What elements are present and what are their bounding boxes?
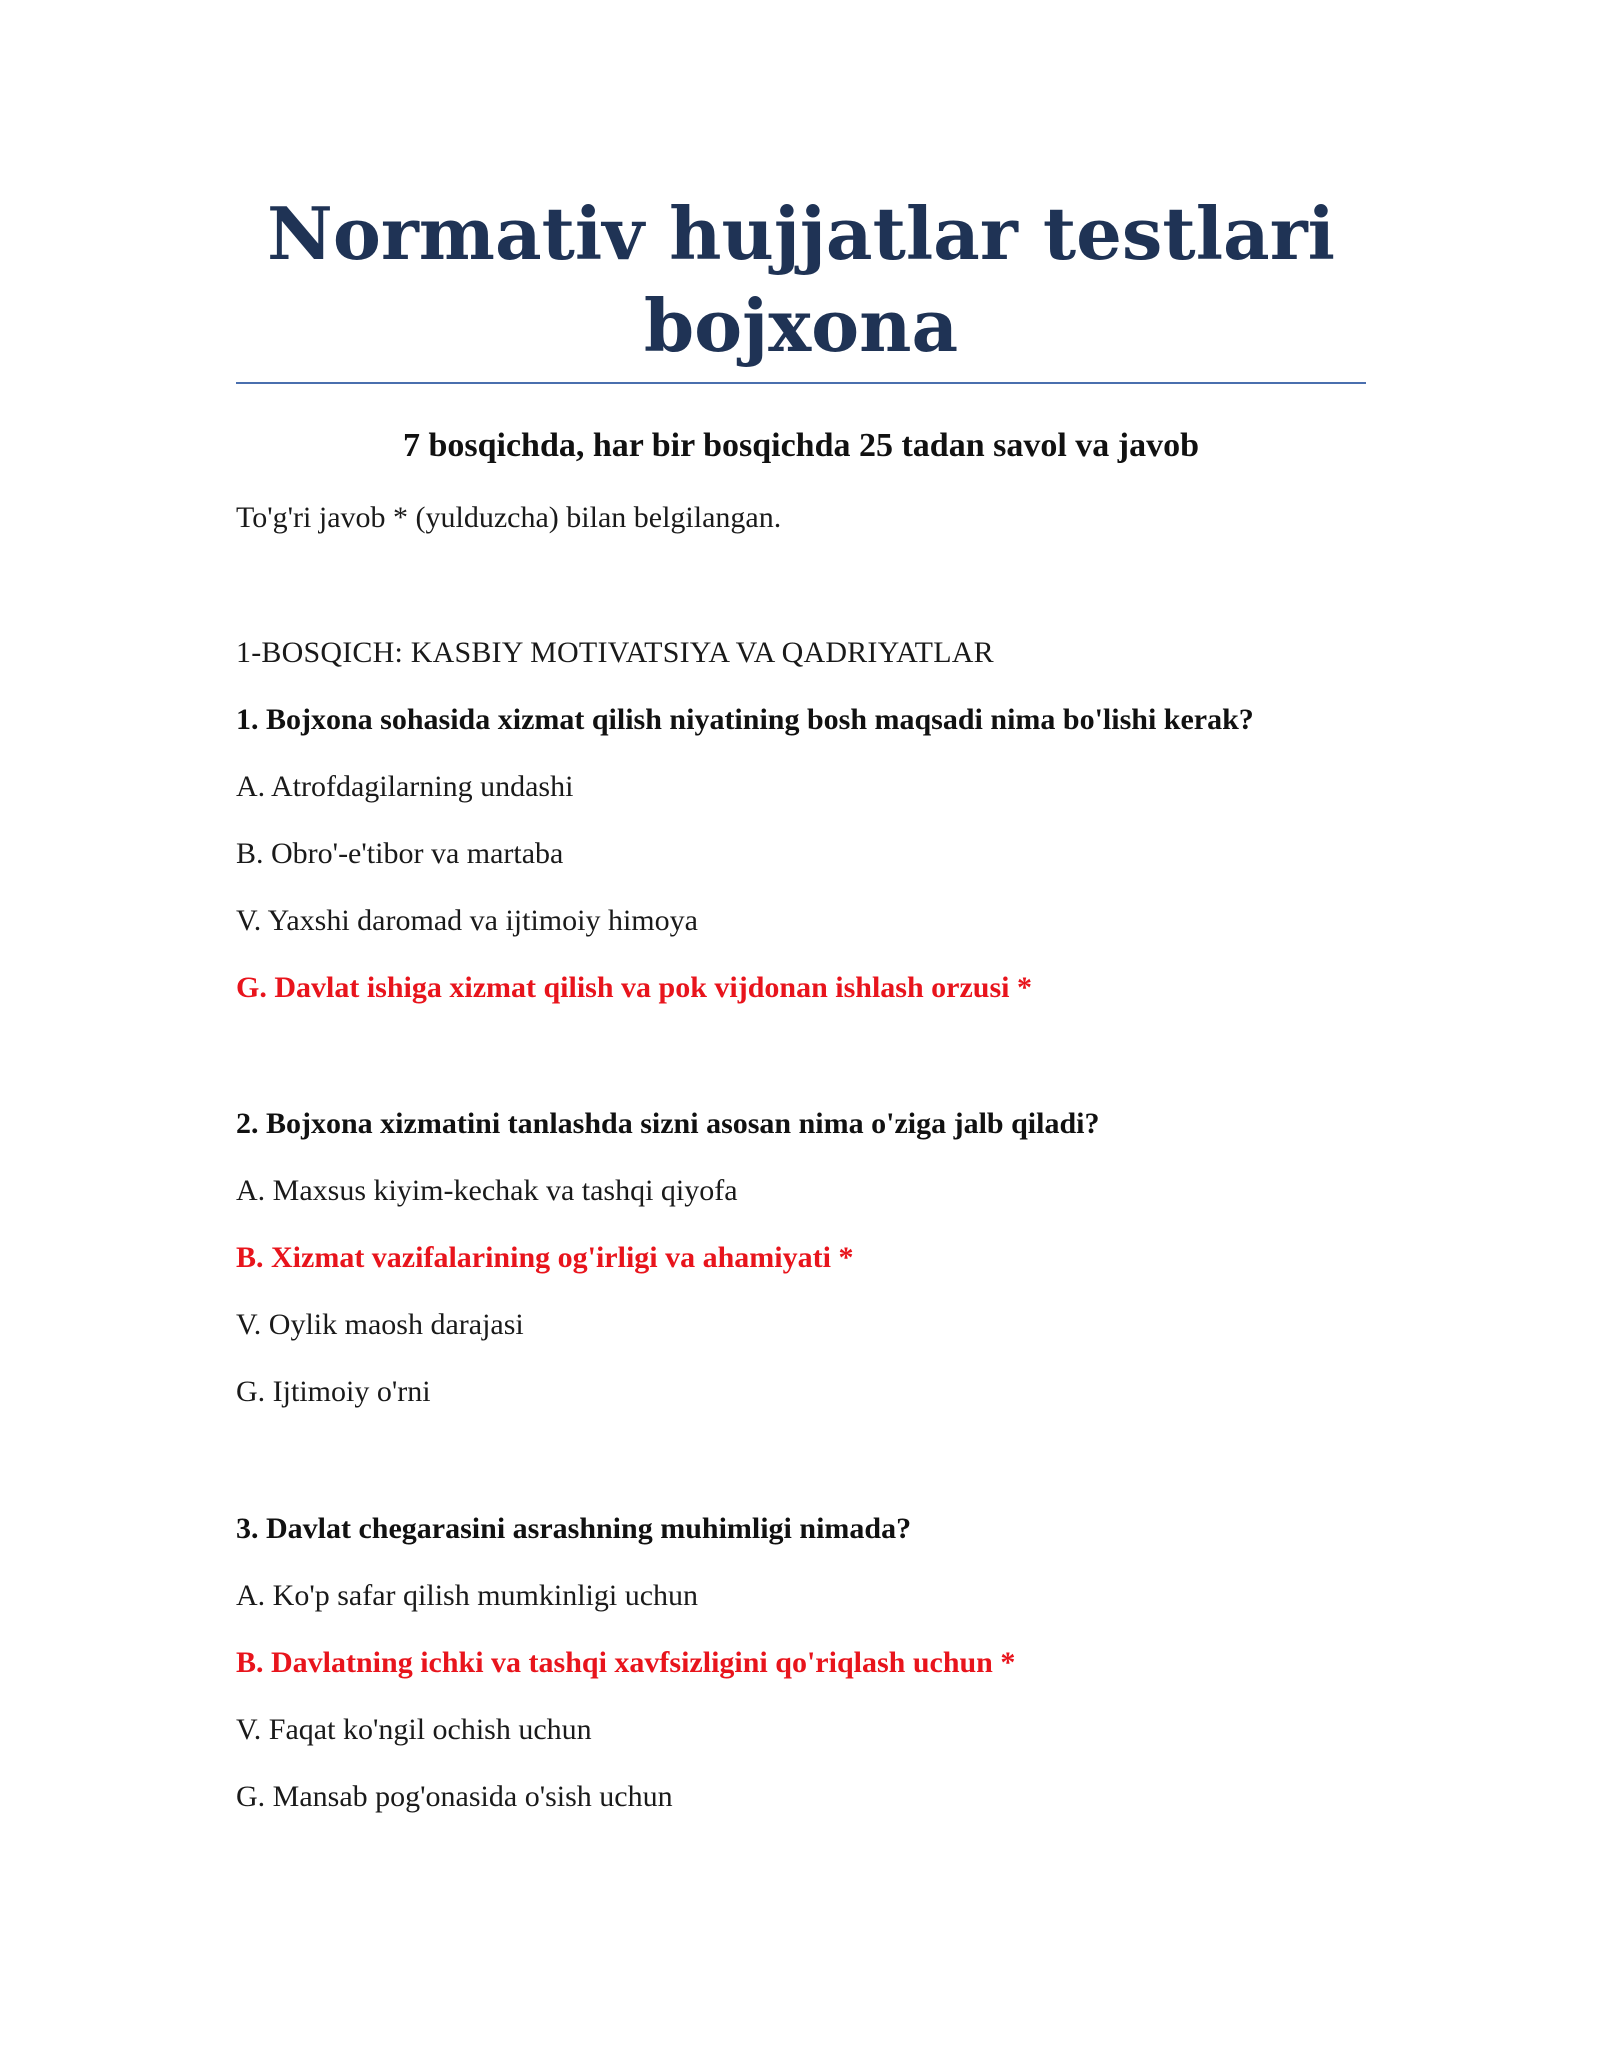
q2-option-b-correct: B. Xizmat vazifalarining og'irligi va ahamiyati * <box>236 1241 854 1274</box>
q2-option-g: G. Ijtimoiy o'rni <box>236 1375 431 1408</box>
q3-option-g: G. Mansab pog'onasida o'sish uchun <box>236 1780 673 1813</box>
q1-option-b: B. Obro'-e'tibor va martaba <box>236 837 564 870</box>
question-2: 2. Bojxona xizmatini tanlashda sizni asosan nima o'ziga jalb qiladi? <box>236 1107 1100 1140</box>
q1-option-v: V. Yaxshi daromad va ijtimoiy himoya <box>236 904 698 937</box>
q1-option-a: A. Atrofdagilarning undashi <box>236 770 574 803</box>
q1-option-g-correct: G. Davlat ishiga xizmat qilish va pok vijdonan ishlash orzusi * <box>236 971 1032 1004</box>
title-divider <box>236 382 1366 384</box>
q3-option-b-correct: B. Davlatning ichki va tashqi xavfsizligini qo'riqlash uchun * <box>236 1646 1016 1679</box>
q2-option-a: A. Maxsus kiyim-kechak va tashqi qiyofa <box>236 1174 738 1207</box>
title-line-1: Normativ hujjatlar testlari <box>267 191 1335 276</box>
answer-key-note: To'g'ri javob * (yulduzcha) bilan belgilangan. <box>236 501 782 534</box>
q3-option-v: V. Faqat ko'ngil ochish uchun <box>236 1713 592 1746</box>
section-heading: 1-BOSQICH: KASBIY MOTIVATSIYA VA QADRIYATLAR <box>236 636 994 669</box>
q3-option-a: A. Ko'p safar qilish mumkinligi uchun <box>236 1579 699 1612</box>
document-subtitle: 7 bosqichda, har bir bosqichda 25 tadan savol va javob <box>402 427 1200 464</box>
q2-option-v: V. Oylik maosh darajasi <box>236 1308 524 1341</box>
title-line-2: bojxona <box>643 283 959 368</box>
question-1: 1. Bojxona sohasida xizmat qilish niyatining bosh maqsadi nima bo'lishi kerak? <box>236 703 1254 736</box>
question-3: 3. Davlat chegarasini asrashning muhimligi nimada? <box>236 1512 912 1545</box>
document-title <box>236 188 1366 372</box>
